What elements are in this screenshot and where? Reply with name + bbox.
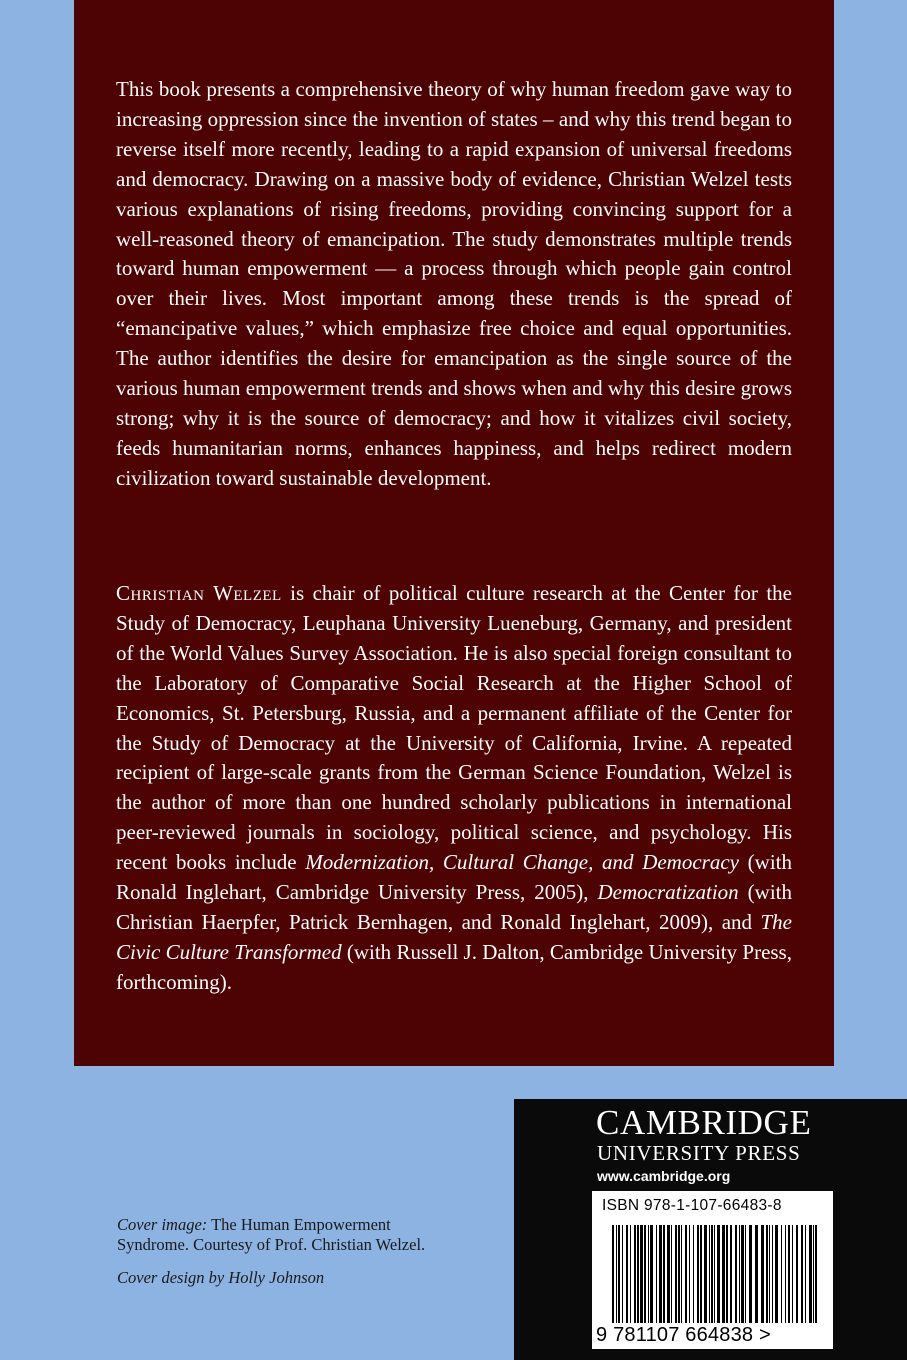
- barcode-bar: [685, 1225, 687, 1323]
- barcode-bar: [616, 1225, 617, 1323]
- barcode-bar: [634, 1225, 636, 1323]
- bio-text-part3: (with Christian Haerpfer, Patrick Bernhagen, and Ronald Inglehart, 2009), and: [116, 880, 792, 934]
- publisher-name: CAMBRIDGE: [596, 1103, 812, 1142]
- publisher-url: www.cambridge.org: [597, 1168, 731, 1184]
- back-cover-panel: [74, 0, 834, 1066]
- barcode-bar: [761, 1225, 764, 1323]
- barcode-bar: [815, 1225, 817, 1323]
- barcode-area: [592, 1191, 833, 1349]
- barcode-bar: [769, 1225, 770, 1323]
- barcode-bar: [626, 1225, 628, 1323]
- cover-image-label: Cover image:: [117, 1215, 208, 1234]
- barcode-bar: [659, 1225, 662, 1323]
- barcode-bar: [714, 1225, 715, 1323]
- publisher-subtitle: UNIVERSITY PRESS: [597, 1141, 801, 1165]
- barcode-bar: [656, 1225, 657, 1323]
- barcode-bar: [722, 1225, 725, 1323]
- barcode-bar: [801, 1225, 803, 1323]
- barcode-bar: [711, 1225, 713, 1323]
- barcode-bar: [697, 1225, 699, 1323]
- barcode-bar: [717, 1225, 720, 1323]
- barcode-bar: [792, 1225, 793, 1323]
- barcode-bar: [739, 1225, 740, 1323]
- cover-image-credit: [117, 1215, 425, 1255]
- barcode-bar: [675, 1225, 677, 1323]
- book-title-3: The Civic Culture Transformed: [116, 909, 792, 964]
- barcode-bars: [612, 1225, 817, 1323]
- barcode-bar: [749, 1225, 752, 1323]
- barcode-bar: [678, 1225, 680, 1323]
- barcode-bar: [781, 1225, 782, 1323]
- barcode-bar: [772, 1225, 773, 1323]
- barcode-bar: [612, 1225, 614, 1323]
- bio-text-part1: is chair of political culture research at the Center for the Study of Democracy, Leuphana University Lueneburg, Germany, and president of the World Values Survey Association. He is also special foreign consultant to the Laboratory of Comparative Social Research at the Higher School of Economics, St. Petersburg, Russia, and a permanent affiliate of the Center for the Study of Democracy at the University of California, Irvine. A repeated recipient of large-scale grants from the German Science Foundation, Welzel is the author of more than one hundred scholarly publications in international peer-reviewed journals in sociology, political science, and psychology. His recent books include: [116, 581, 792, 875]
- barcode-bar: [813, 1225, 814, 1323]
- barcode-bar: [741, 1225, 744, 1323]
- barcode-bar: [745, 1225, 746, 1323]
- book-title-1: Modernization, Cultural Change, and Democracy: [305, 850, 739, 875]
- book-title-2: Democratization: [597, 880, 739, 905]
- barcode-bar: [648, 1225, 649, 1323]
- barcode-bar: [704, 1225, 707, 1323]
- barcode-bar: [689, 1225, 690, 1323]
- barcode-bar: [709, 1225, 710, 1323]
- barcode-bar: [622, 1225, 623, 1323]
- cover-image-text-line2: Syndrome. Courtesy of Prof. Christian Welzel.: [117, 1235, 426, 1254]
- barcode-bar: [650, 1225, 653, 1323]
- barcode-bar: [700, 1225, 702, 1323]
- barcode-bar: [809, 1225, 812, 1323]
- author-bio: [116, 579, 792, 998]
- barcode-bar: [788, 1225, 790, 1323]
- barcode-bar: [630, 1225, 631, 1323]
- barcode-bar: [735, 1225, 737, 1323]
- barcode-bar: [730, 1225, 732, 1323]
- barcode-bar: [681, 1225, 682, 1323]
- barcode-digits: 9 781107 664838 >: [596, 1324, 771, 1346]
- barcode-bar: [775, 1225, 778, 1323]
- book-blurb: This book presents a comprehensive theory of why human freedom gave way to increasing oppression since the invention of states – and why this trend began to reverse itself more recently, leading to a rapid expansion of universal freedoms and democracy. Drawing on a massive body of evidence, Christian Welzel tests various explanations of rising freedoms, providing convincing support for a well-reasoned theory of emancipation. The study demonstrates multiple trends toward human empowerment — a process through which people gain control over their lives. Most important among these trends is the spread of “emancipative values,” which emphasize free choice and equal opportunities. The author identifies the desire for emancipation as the single source of the various human empowerment trends and shows when and why this desire grows strong; why it is the source of democracy; and how it vitalizes civil society, feeds humanitarian norms, enhances happiness, and helps redirect modern civilization toward sustainable development.: [116, 77, 792, 490]
- bio-text-part2: (with Ronald Inglehart, Cambridge University Press, 2005),: [116, 850, 792, 905]
- barcode-bar: [637, 1225, 639, 1323]
- isbn-label: ISBN 978-1-107-66483-8: [602, 1197, 782, 1214]
- barcode-bar: [618, 1225, 620, 1323]
- barcode-bar: [644, 1225, 646, 1323]
- author-name: Christian Welzel: [116, 581, 282, 605]
- publisher-box: [514, 1099, 907, 1360]
- barcode-bar: [693, 1225, 694, 1323]
- barcode-bar: [785, 1225, 786, 1323]
- barcode-bar: [663, 1225, 665, 1323]
- barcode-bar: [796, 1225, 798, 1323]
- barcode-bar: [726, 1225, 728, 1323]
- barcode-bar: [805, 1225, 806, 1323]
- cover-design-credit: Cover design by Holly Johnson: [117, 1268, 325, 1287]
- barcode-bar: [667, 1225, 670, 1323]
- bio-text-part4: (with Russell J. Dalton, Cambridge University Press, forthcoming).: [116, 939, 792, 994]
- cover-image-text-line1: The Human Empowerment: [207, 1215, 391, 1234]
- barcode-bar: [640, 1225, 643, 1323]
- barcode-bar: [766, 1225, 768, 1323]
- barcode-bar: [755, 1225, 758, 1323]
- barcode-bar: [671, 1225, 672, 1323]
